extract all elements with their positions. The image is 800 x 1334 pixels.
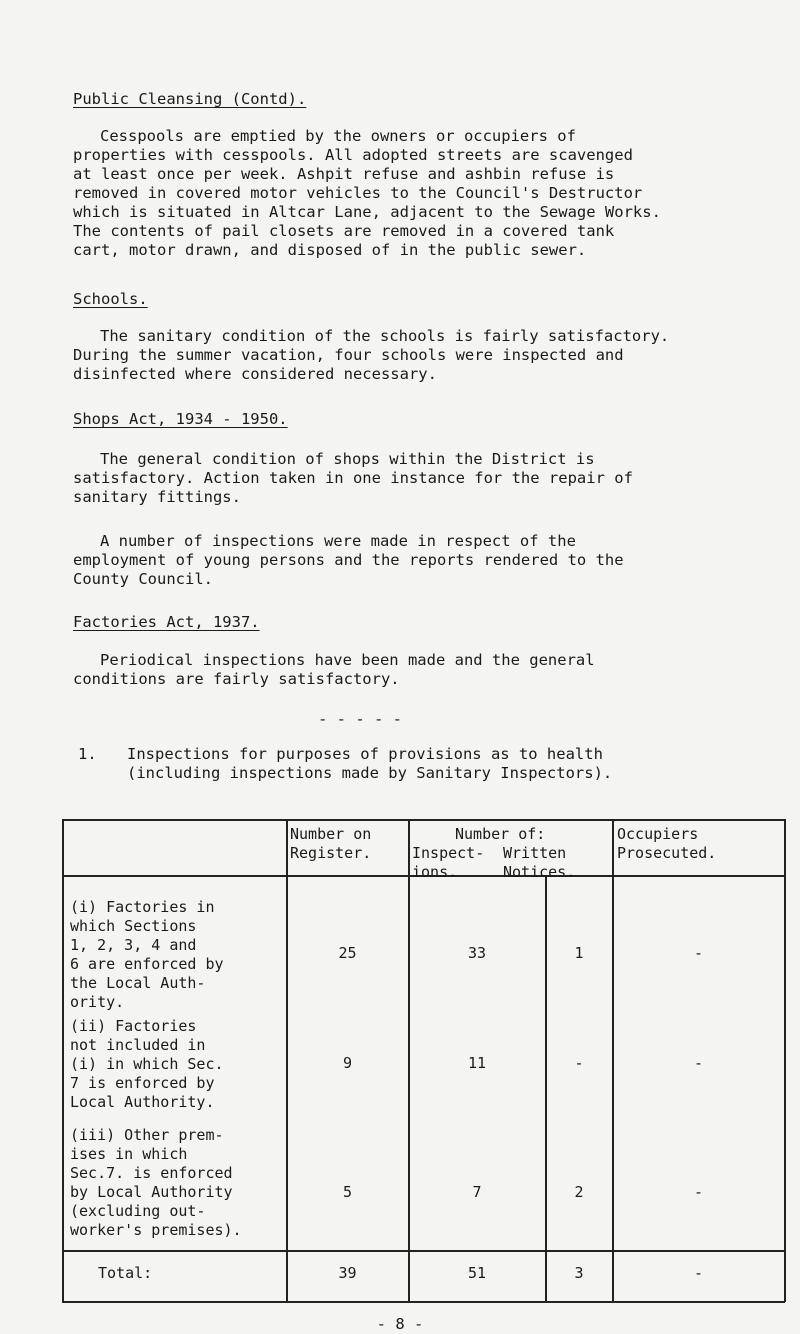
total-notices: 3 xyxy=(574,1264,584,1282)
cell-prosecuted: - xyxy=(693,944,704,962)
text-line: sanitary fittings. xyxy=(73,488,241,506)
text-line: A number of inspections were made in respect of the xyxy=(100,532,576,550)
text-line: Inspections for purposes of provisions as to health xyxy=(127,745,603,763)
text-line: Cesspools are emptied by the owners or occupiers of xyxy=(100,127,576,145)
cell-inspections: 7 xyxy=(472,1183,482,1201)
cell-register: 5 xyxy=(342,1183,353,1201)
heading-schools: Schools. xyxy=(73,290,148,308)
factories-paragraph xyxy=(73,651,595,689)
table-total-rule xyxy=(62,1250,785,1252)
text-line: which is situated in Altcar Lane, adjacent to the Sewage Works. xyxy=(73,203,661,221)
text-line: satisfactory. Action taken in one instance for the repair of xyxy=(73,469,633,487)
cell-notices: 1 xyxy=(574,944,584,962)
total-prosecuted: - xyxy=(693,1264,704,1282)
cell-register: 9 xyxy=(342,1054,353,1072)
text-line: employment of young persons and the reports rendered to the xyxy=(73,551,624,569)
total-inspections: 51 xyxy=(467,1264,487,1282)
text-line: at least once per week. Ashpit refuse and ashbin refuse is xyxy=(73,165,615,183)
cell-prosecuted: - xyxy=(693,1054,704,1072)
table-column-rule xyxy=(545,875,547,1302)
section-number: 1. xyxy=(78,745,97,763)
text-line: (including inspections made by Sanitary Inspectors). xyxy=(127,764,613,782)
cell-inspections: 11 xyxy=(467,1054,487,1072)
row-label-other-premises-iii: (iii) Other prem- ises in which Sec.7. is enforced by Local Authority (excluding out- worker's premises). xyxy=(70,1126,242,1239)
header-written-notices: Written Notices. xyxy=(503,844,576,881)
header-number-of: Number of: xyxy=(455,825,546,843)
public-cleansing-paragraph xyxy=(73,127,661,260)
total-label: Total: xyxy=(98,1264,153,1282)
table-left-rule xyxy=(62,819,64,1302)
table-bottom-rule xyxy=(62,1301,785,1303)
table-top-rule xyxy=(62,819,785,821)
text-line: County Council. xyxy=(73,570,213,588)
text-line: The general condition of shops within the District is xyxy=(100,450,595,468)
heading-factories-act: Factories Act, 1937. xyxy=(73,613,260,631)
text-line: During the summer vacation, four schools were inspected and xyxy=(73,346,624,364)
heading-shops-act: Shops Act, 1934 - 1950. xyxy=(73,410,288,428)
page-number: - 8 - xyxy=(376,1315,424,1333)
header-inspections: Inspect- ions. xyxy=(412,844,485,881)
section-separator: - - - - - xyxy=(318,710,402,728)
cell-notices: - xyxy=(574,1054,584,1072)
text-line: disinfected where considered necessary. xyxy=(73,365,437,383)
section-title xyxy=(127,745,612,783)
total-register: 39 xyxy=(338,1264,357,1282)
text-line: properties with cesspools. All adopted streets are scavenged xyxy=(73,146,633,164)
text-line: Periodical inspections have been made and the general xyxy=(100,651,595,669)
text-line: cart, motor drawn, and disposed of in the public sewer. xyxy=(73,241,587,259)
cell-notices: 2 xyxy=(574,1183,584,1201)
row-label-factories-ii: (ii) Factories not included in (i) in which Sec. 7 is enforced by Local Authority. xyxy=(70,1017,224,1111)
text-line: The sanitary condition of the schools is fairly satisfactory. xyxy=(100,327,670,345)
table-right-rule xyxy=(784,819,786,1302)
shops-paragraph-1 xyxy=(73,450,633,507)
text-line: The contents of pail closets are removed in a covered tank xyxy=(73,222,615,240)
heading-public-cleansing: Public Cleansing (Contd). xyxy=(73,90,307,108)
cell-inspections: 33 xyxy=(467,944,487,962)
header-number-on-register: Number on Register. xyxy=(290,825,372,862)
row-label-factories-i: (i) Factories in which Sections 1, 2, 3, 4 and 6 are enforced by the Local Auth- ority. xyxy=(70,898,224,1011)
cell-register: 25 xyxy=(338,944,357,962)
schools-paragraph xyxy=(73,327,669,384)
cell-prosecuted: - xyxy=(693,1183,704,1201)
header-occupiers-prosecuted: Occupiers Prosecuted. xyxy=(617,825,717,862)
text-line: removed in covered motor vehicles to the Council's Destructor xyxy=(73,184,643,202)
text-line: conditions are fairly satisfactory. xyxy=(73,670,400,688)
shops-paragraph-2 xyxy=(73,532,624,589)
